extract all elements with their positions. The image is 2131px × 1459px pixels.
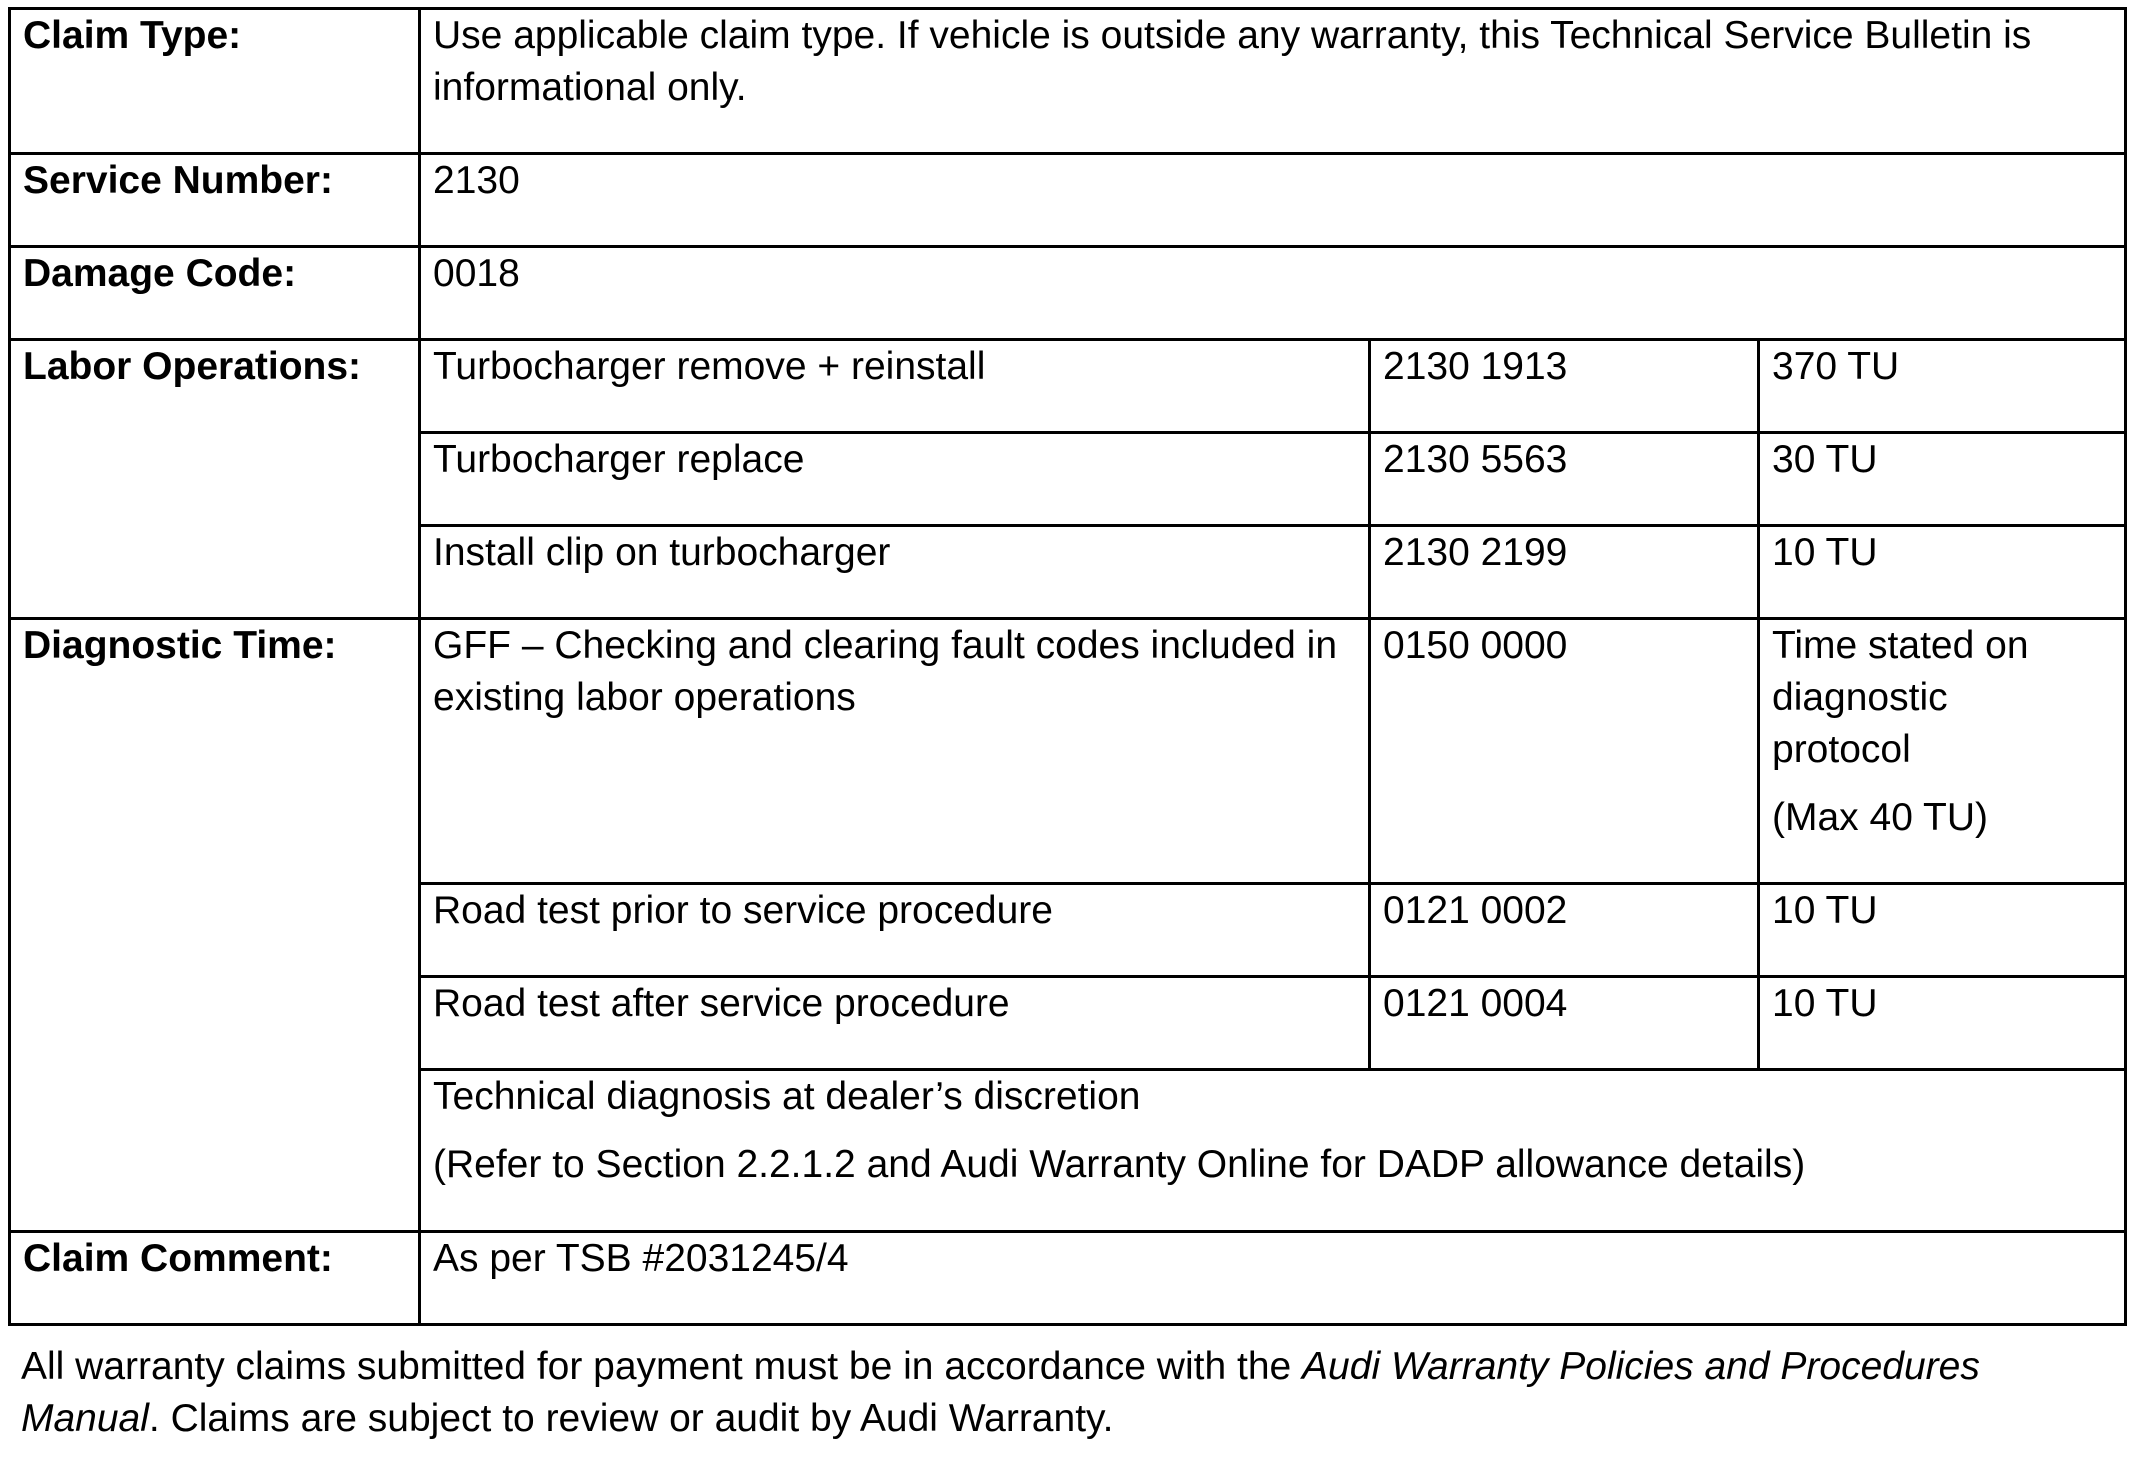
labor-operations-label: Labor Operations: bbox=[10, 340, 420, 619]
claim-type-label: Claim Type: bbox=[10, 9, 420, 154]
service-number-value: 2130 bbox=[420, 154, 2126, 247]
damage-code-row bbox=[10, 247, 2126, 340]
claim-comment-value: As per TSB #2031245/4 bbox=[420, 1232, 2126, 1325]
diagnostic-time-value: 10 TU bbox=[1759, 977, 2126, 1070]
labor-operation-code: 2130 1913 bbox=[1370, 340, 1759, 433]
footer-text-before: All warranty claims submitted for payment must be in accordance with the bbox=[21, 1345, 1303, 1388]
warranty-footer-note bbox=[21, 1341, 2121, 1445]
claim-type-row bbox=[10, 9, 2126, 154]
diagnostic-description: Road test after service procedure bbox=[420, 977, 1370, 1070]
labor-operation-time: 370 TU bbox=[1759, 340, 2126, 433]
diagnostic-code: 0121 0002 bbox=[1370, 884, 1759, 977]
labor-operation-code: 2130 2199 bbox=[1370, 526, 1759, 619]
diagnostic-time-note: (Max 40 TU) bbox=[1772, 796, 1988, 839]
labor-operation-time: 30 TU bbox=[1759, 433, 2126, 526]
footer-text-after: . Claims are subject to review or audit by Audi Warranty. bbox=[148, 1397, 1114, 1440]
diagnostic-description: Road test prior to service procedure bbox=[420, 884, 1370, 977]
service-number-row bbox=[10, 154, 2126, 247]
labor-operation-description: Install clip on turbocharger bbox=[420, 526, 1370, 619]
manual-title: Audi Warranty Policies and Procedures Manual bbox=[21, 1345, 1980, 1440]
damage-code-value: 0018 bbox=[420, 247, 2126, 340]
labor-operation-code: 2130 5563 bbox=[1370, 433, 1759, 526]
diagnostic-row bbox=[10, 619, 2126, 884]
damage-code-label: Damage Code: bbox=[10, 247, 420, 340]
labor-operation-time: 10 TU bbox=[1759, 526, 2126, 619]
claim-comment-label: Claim Comment: bbox=[10, 1232, 420, 1325]
labor-operation-description: Turbocharger remove + reinstall bbox=[420, 340, 1370, 433]
diagnostic-time-value: 10 TU bbox=[1759, 884, 2126, 977]
diagnostic-description: GFF – Checking and clearing fault codes included in existing labor operations bbox=[420, 619, 1370, 884]
service-number-label: Service Number: bbox=[10, 154, 420, 247]
labor-operation-description: Turbocharger replace bbox=[420, 433, 1370, 526]
claim-type-value: Use applicable claim type. If vehicle is outside any warranty, this Technical Service Bulletin is informational only. bbox=[420, 9, 2126, 154]
labor-operation-row bbox=[10, 340, 2126, 433]
diagnostic-time-label: Diagnostic Time: bbox=[10, 619, 420, 1232]
claim-comment-row bbox=[10, 1232, 2126, 1325]
diagnostic-note-line: Technical diagnosis at dealer’s discretion bbox=[433, 1075, 1141, 1118]
diagnostic-note-cell bbox=[420, 1070, 2126, 1232]
diagnostic-time-cell bbox=[1759, 619, 2126, 884]
diagnostic-time-value: Time stated on diagnostic protocol bbox=[1772, 624, 2029, 771]
diagnostic-code: 0121 0004 bbox=[1370, 977, 1759, 1070]
warranty-claim-table bbox=[8, 7, 2127, 1326]
diagnostic-note-line: (Refer to Section 2.2.1.2 and Audi Warranty Online for DADP allowance details) bbox=[433, 1143, 1806, 1186]
diagnostic-code: 0150 0000 bbox=[1370, 619, 1759, 884]
